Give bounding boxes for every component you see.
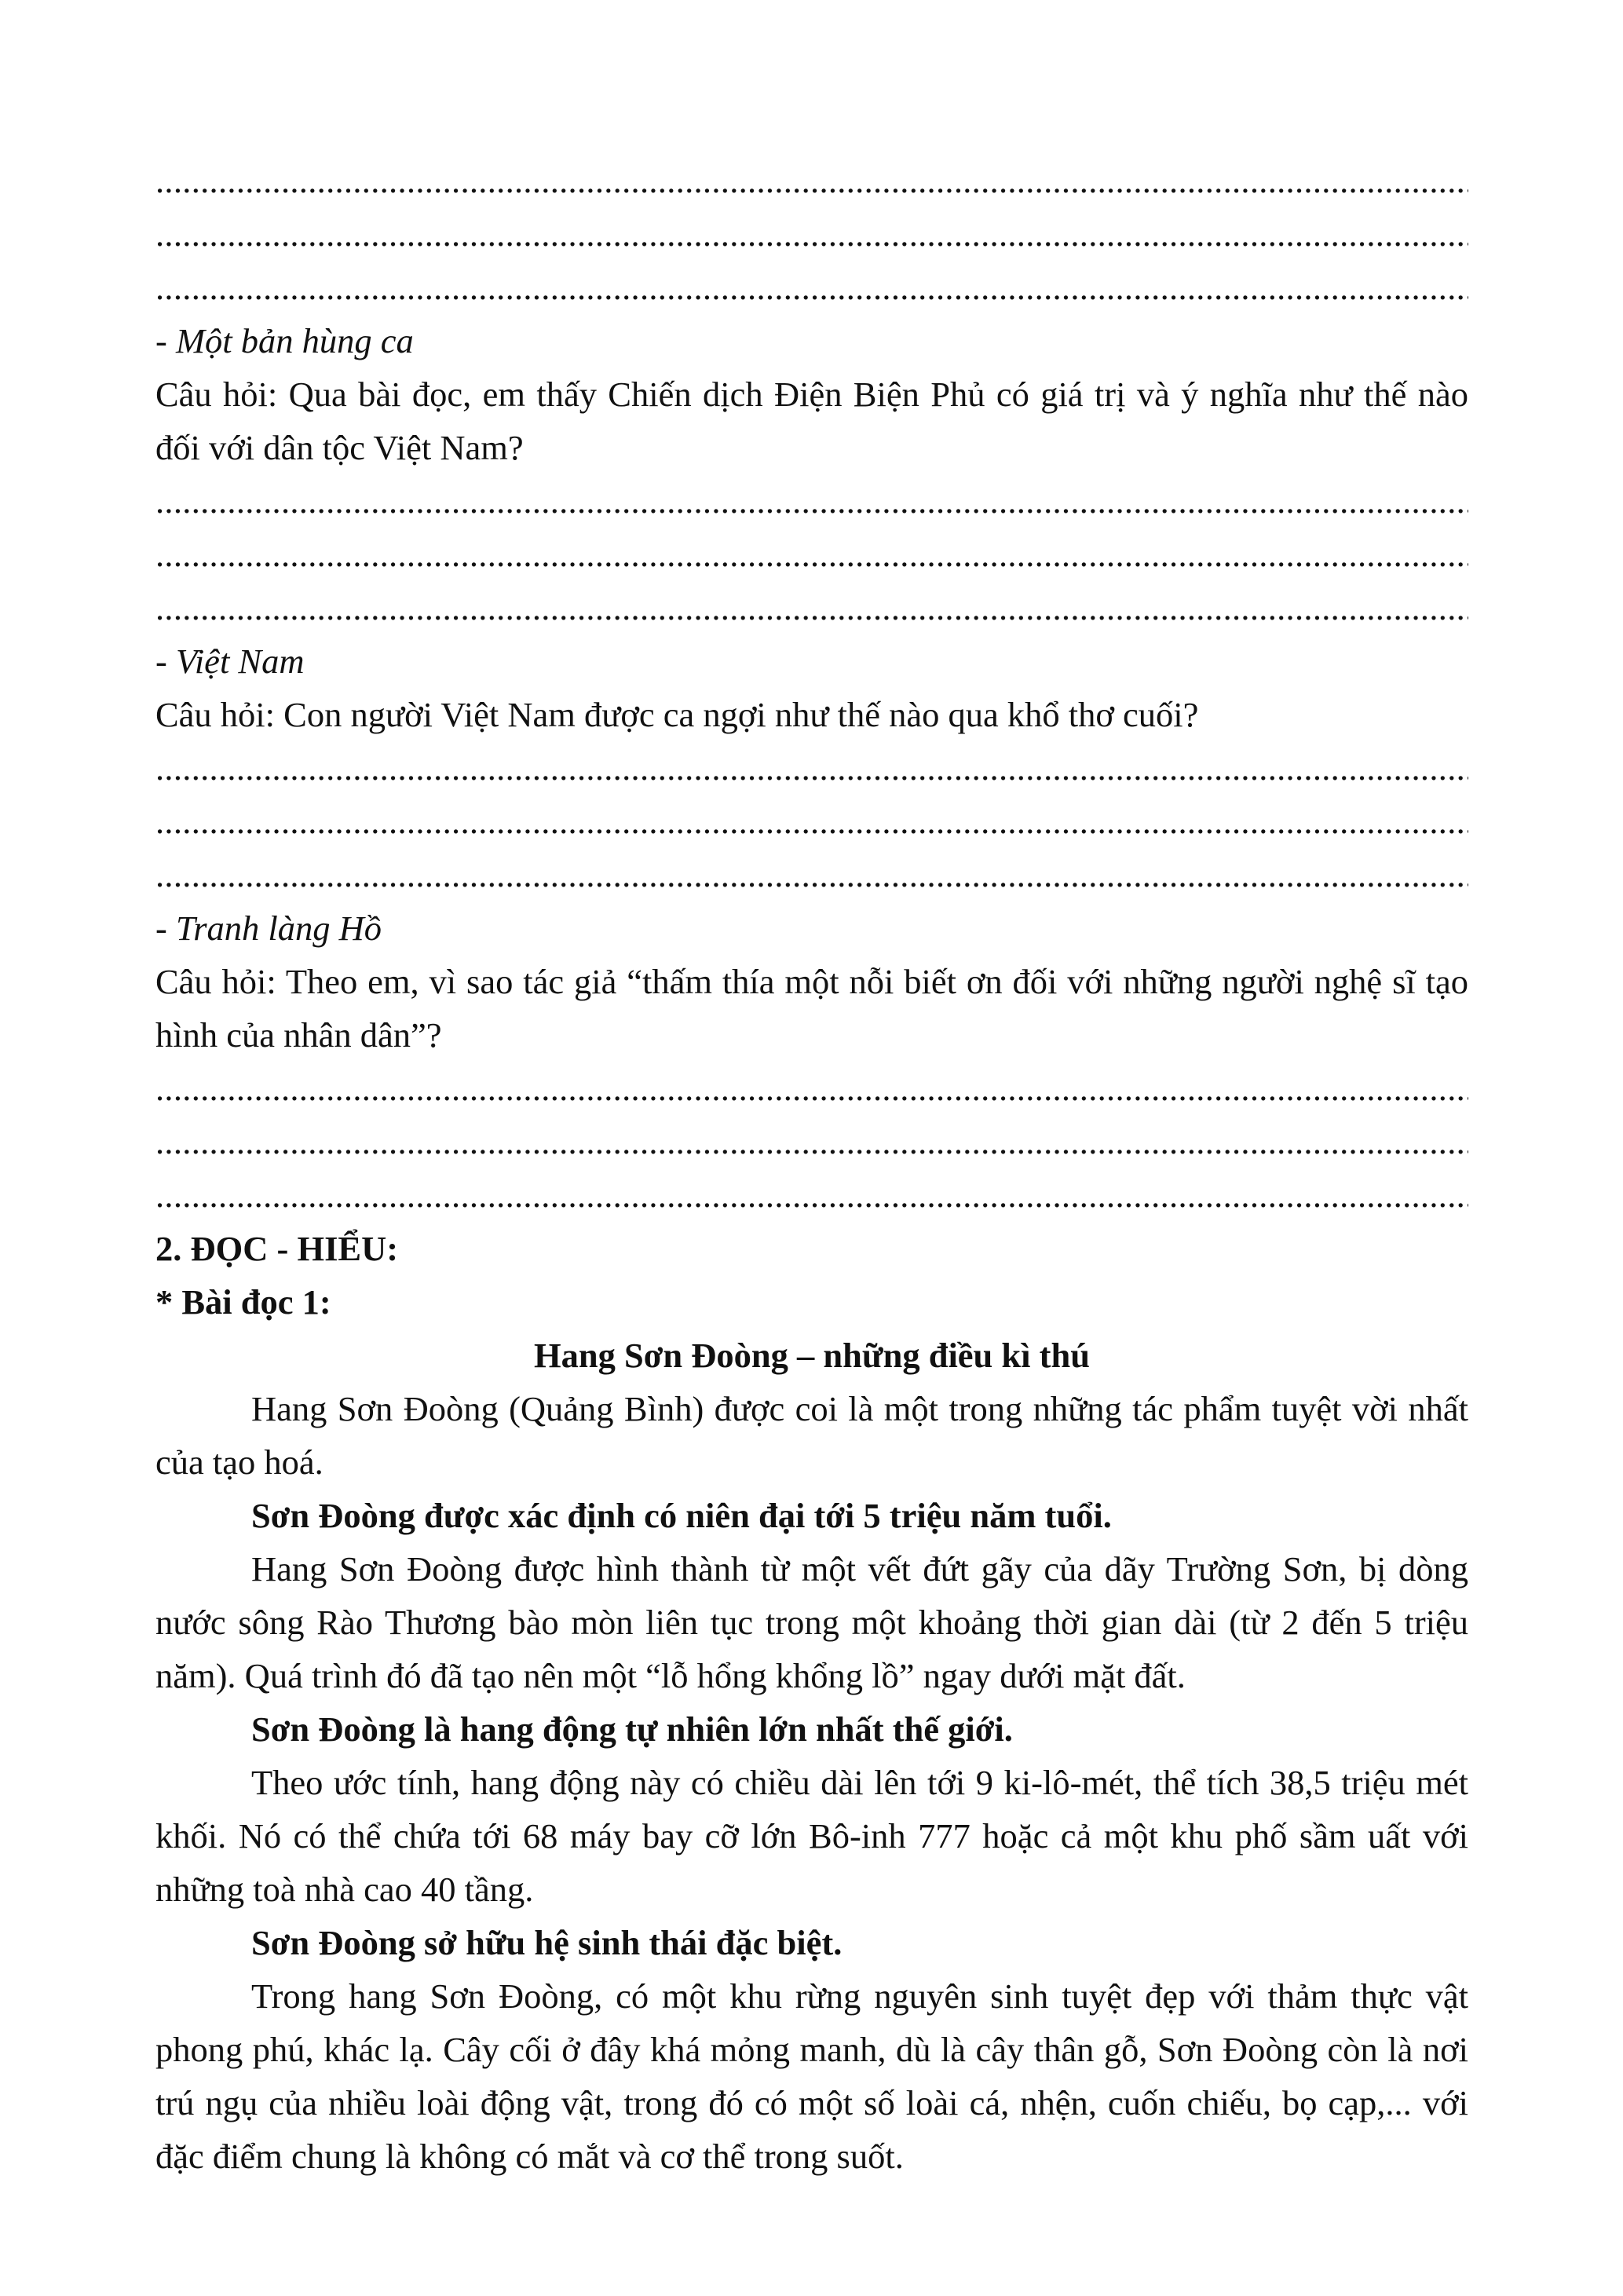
answer-line <box>155 207 1468 261</box>
section-subheading: * Bài đọc 1: <box>155 1282 331 1322</box>
article-subheading-2: Sơn Đoòng là hang động tự nhiên lớn nhất thế giới. <box>251 1709 1013 1749</box>
lesson-title-tranh-lang-ho: - Tranh làng Hồ <box>155 909 382 948</box>
section-heading: 2. ĐỌC - HIỂU: <box>155 1229 399 1268</box>
answer-line <box>155 154 1468 207</box>
article-paragraph-2: Theo ước tính, hang động này có chiều dài lên tới 9 ki-lô-mét, thể tích 38,5 triệu mét khối. Nó có thể chứa tới 68 máy bay cỡ lớn Bô-inh 777 hoặc cả một khu phố sầm uất với những toà nhà cao 40 tầng. <box>155 1763 1468 1909</box>
article-title: Hang Sơn Đoòng – những điều kì thú <box>533 1336 1090 1375</box>
article-paragraph-3: Trong hang Sơn Đoòng, có một khu rừng nguyên sinh tuyệt đẹp với thảm thực vật phong phú, khác lạ. Cây cối ở đây khá mỏng manh, dù là cây thân gỗ, Sơn Đoòng còn là nơi trú ngụ của nhiều loài động vật, trong đó có một số loài cá, nhện, cuốn chiếu, bọ cạp,... với đặc điểm chung là không có mắt và cơ thể trong suốt. <box>155 1976 1468 2176</box>
answer-line <box>155 581 1468 634</box>
article-subheading-1: Sơn Đoòng được xác định có niên đại tới 5 triệu năm tuổi. <box>251 1496 1112 1535</box>
document-page <box>155 154 1468 2183</box>
answer-line <box>155 1168 1468 1222</box>
answer-line <box>155 1115 1468 1168</box>
article-paragraph-1: Hang Sơn Đoòng được hình thành từ một vết đứt gãy của dãy Trường Sơn, bị dòng nước sông Rào Thương bào mòn liên tục trong một khoảng thời gian dài (từ 2 đến 5 triệu năm). Quá trình đó đã tạo nên một “lỗ hổng khổng lồ” ngay dưới mặt đất. <box>155 1549 1468 1695</box>
answer-line <box>155 474 1468 528</box>
answer-line <box>155 795 1468 848</box>
question-viet-nam: Câu hỏi: Con người Việt Nam được ca ngợi như thế nào qua khổ thơ cuối? <box>155 695 1199 734</box>
article-intro: Hang Sơn Đoòng (Quảng Bình) được coi là một trong những tác phẩm tuyệt vời nhất của tạo hoá. <box>155 1389 1468 1482</box>
lesson-title-viet-nam: - Việt Nam <box>155 642 305 681</box>
answer-line <box>155 528 1468 581</box>
answer-line <box>155 741 1468 795</box>
answer-line <box>155 261 1468 314</box>
question-hung-ca: Câu hỏi: Qua bài đọc, em thấy Chiến dịch Điện Biện Phủ có giá trị và ý nghĩa như thế nào đối với dân tộc Việt Nam? <box>155 375 1468 467</box>
article-subheading-3: Sơn Đoòng sở hữu hệ sinh thái đặc biệt. <box>251 1923 843 1962</box>
lesson-title-hung-ca: - Một bản hùng ca <box>155 321 414 360</box>
answer-line <box>155 1062 1468 1115</box>
answer-line <box>155 848 1468 901</box>
question-tranh-lang-ho: Câu hỏi: Theo em, vì sao tác giả “thấm thía một nỗi biết ơn đối với những người nghệ sĩ tạo hình của nhân dân”? <box>155 962 1468 1055</box>
